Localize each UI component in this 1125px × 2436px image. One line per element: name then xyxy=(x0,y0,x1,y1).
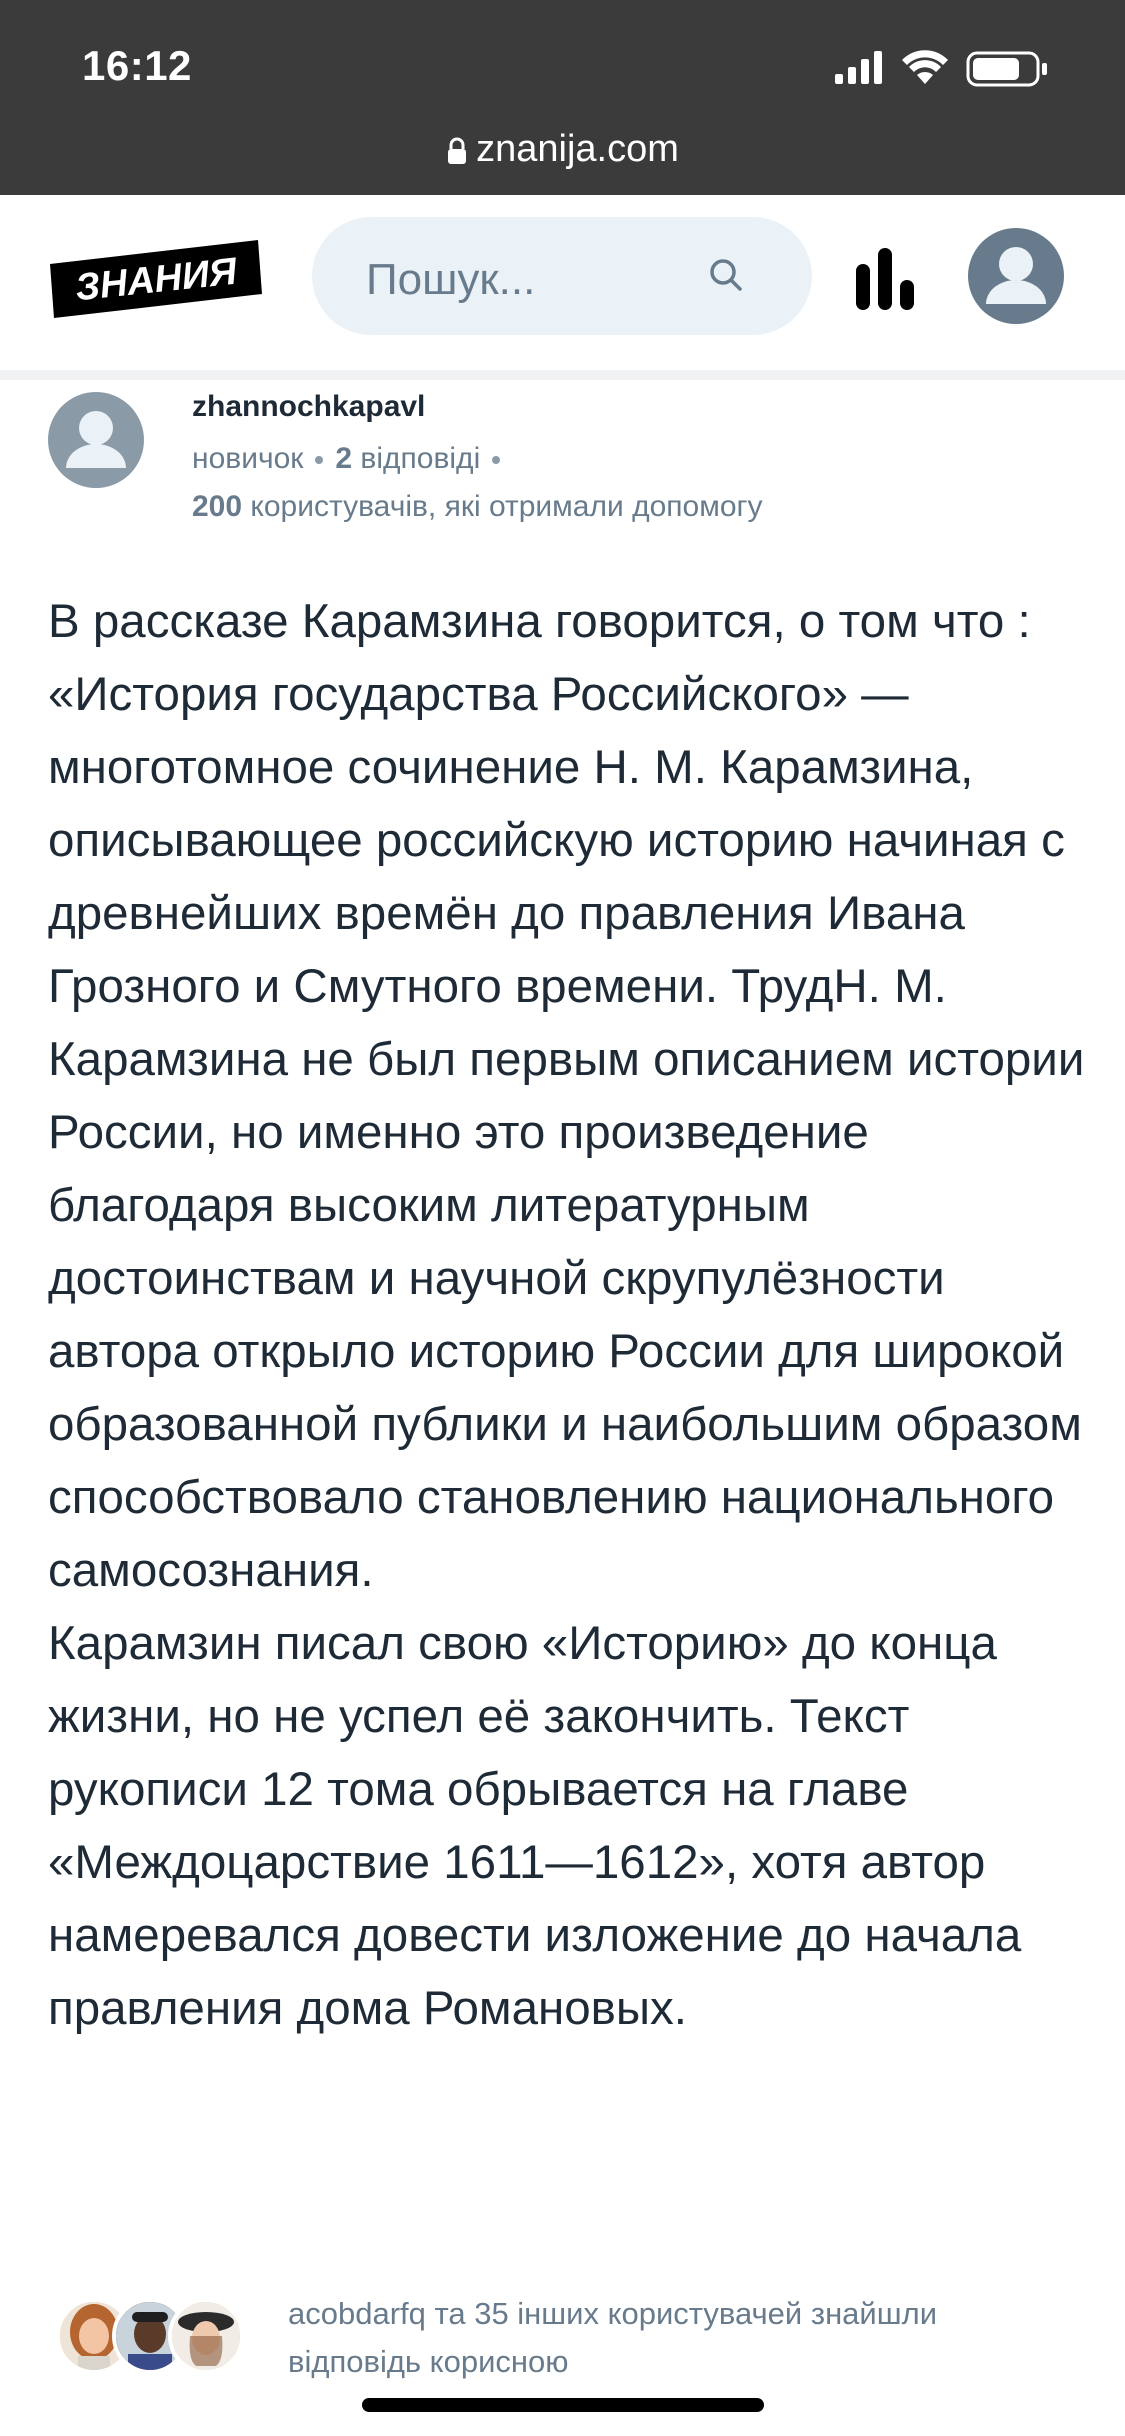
search-icon[interactable] xyxy=(706,255,746,295)
separator-dot xyxy=(315,456,323,464)
helpful-user-avatar xyxy=(168,2298,244,2374)
helpful-users-avatars xyxy=(56,2298,256,2374)
url-bar[interactable] xyxy=(0,128,1125,171)
system-icons xyxy=(835,48,1085,88)
status-time: 16:12 xyxy=(82,42,192,89)
ranking-stats-icon[interactable] xyxy=(856,248,916,310)
answer-text xyxy=(48,585,1088,2045)
author-name[interactable]: zhannochkapavl xyxy=(192,390,426,423)
battery-icon xyxy=(968,53,1047,85)
helpful-count-text: acobdarfq та 35 інших користувачей знайшли відповідь корисною xyxy=(288,2296,938,2379)
author-meta xyxy=(192,442,512,476)
status-bar xyxy=(0,0,1125,195)
url-text: znanija.com xyxy=(476,128,679,170)
author-answers-label: відповіді xyxy=(360,442,481,475)
author-helped xyxy=(192,490,762,524)
author-answers-count: 2 xyxy=(335,442,353,475)
separator-dot xyxy=(492,456,500,464)
cellular-signal-icon xyxy=(835,51,882,84)
search-bar[interactable] xyxy=(312,217,812,335)
author-helped-count: 200 xyxy=(192,490,243,523)
search-placeholder: Пошук... xyxy=(366,255,536,304)
lock-icon xyxy=(446,137,468,165)
author-rank: новичок xyxy=(192,442,304,475)
logo-text: ЗНАНИЯ xyxy=(73,250,239,310)
user-avatar-icon[interactable] xyxy=(968,228,1064,324)
home-indicator[interactable] xyxy=(362,2398,764,2412)
answer-paragraph: В рассказе Карамзина говорится, о том что : xyxy=(48,595,1031,648)
wifi-icon xyxy=(902,50,948,84)
znaniya-logo[interactable] xyxy=(50,240,262,318)
author-avatar-icon[interactable] xyxy=(48,392,144,488)
author-helped-label: користувачів, які отримали допомогу xyxy=(250,490,763,523)
answer-paragraph: «История государства Российского» — многотомное сочинение Н. М. Карамзина, описывающее российскую историю начиная с древнейших времён до правления Ивана Грозного и Смутного времени. ТрудН. М. Карамзина не был первым описанием истории России, но именно это произведение благодаря высоким литературным достоинствам и научной скрупулёзности автора открыло историю России для широкой образованной публики и наибольшим образом способствовало становлению национального самосознания. xyxy=(48,668,1085,1597)
answer-paragraph: Карамзин писал свою «Историю» до конца жизни, но не успел её закончить. Текст рукописи 12 тома обрывается на главе «Междоцарствие 1611—1612», хотя автор намеревался довести изложение до начала правления дома Романовых. xyxy=(48,1617,1022,2035)
